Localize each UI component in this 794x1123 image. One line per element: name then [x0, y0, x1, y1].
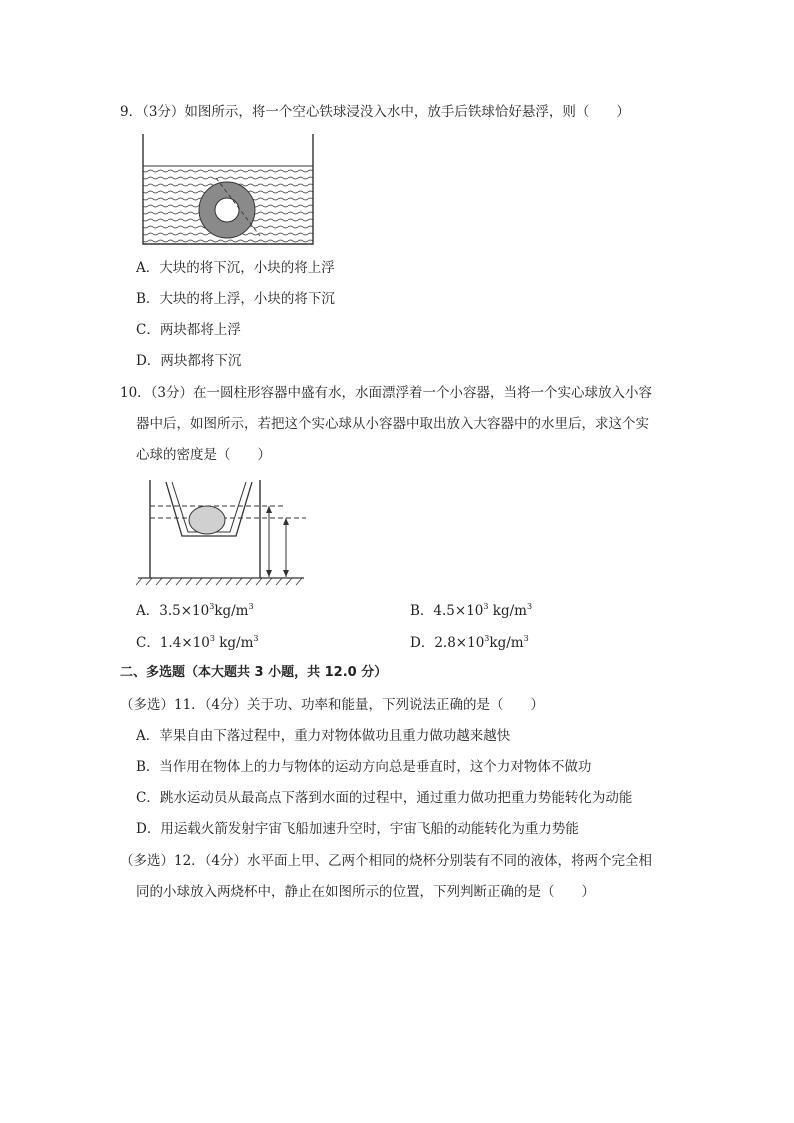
q9-option-a: A．大块的将下沉，小块的将上浮 — [136, 260, 335, 276]
q9-option-c: C．两块都将上浮 — [136, 322, 241, 338]
q10-stem-line-2: 器中后，如图所示，若把这个实心球从小容器中取出放入大容器中的水里后，求这个实 — [136, 416, 649, 432]
q9-option-b: B．大块的将上浮，小块的将下沉 — [136, 291, 335, 307]
q11-option-d: D．用运载火箭发射宇宙飞船加速升空时，宇宙飞船的动能转化为重力势能 — [136, 821, 579, 837]
q12-stem-line-2: 同的小球放入两烧杯中，静止在如图所示的位置，下列判断正确的是（ ） — [136, 884, 595, 900]
q11-option-b: B．当作用在物体上的力与物体的运动方向总是垂直时，这个力对物体不做功 — [136, 759, 592, 775]
q9-hollow-iron-ball-figure — [138, 132, 318, 250]
q11-option-c: C．跳水运动员从最高点下落到水面的过程中，通过重力做功把重力势能转化为动能 — [136, 790, 633, 806]
q9-stem: 9．（3分）如图所示，将一个空心铁球浸没入水中，放手后铁球恰好悬浮，则（ ） — [120, 104, 630, 120]
q9-option-d: D．两块都将下沉 — [136, 353, 242, 369]
section-title: 二、多选题（本大题共 3 小题，共 12.0 分） — [120, 665, 388, 680]
q11-stem: （多选）11．（4分）关于功、功率和能量，下列说法正确的是（ ） — [120, 697, 545, 713]
q10-floating-container-figure — [136, 476, 308, 588]
q10-option-c: C．$1.4\times 10^3$ $kg/m^3$ — [136, 634, 259, 651]
q10-option-b: B．$4.5\times 10^3$ $kg/m^3$ — [410, 602, 533, 619]
q10-stem-line-1: 10．（3分）在一圆柱形容器中盛有水，水面漂浮着一个小容器，当将一个实心球放入小容 — [120, 385, 653, 401]
q12-stem-line-1: （多选）12．（4分）水平面上甲、乙两个相同的烧杯分别装有不同的液体，将两个完全相 — [120, 853, 653, 869]
q10-stem-line-3: 心球的密度是（ ） — [136, 447, 271, 463]
q10-option-d: D．$2.8\times 10^3kg/m^3$ — [410, 634, 529, 651]
q11-option-a: A．苹果自由下落过程中，重力对物体做功且重力做功越来越快 — [136, 728, 511, 744]
q10-option-a: A．$3.5\times 10^3kg/m^3$ — [136, 602, 254, 619]
